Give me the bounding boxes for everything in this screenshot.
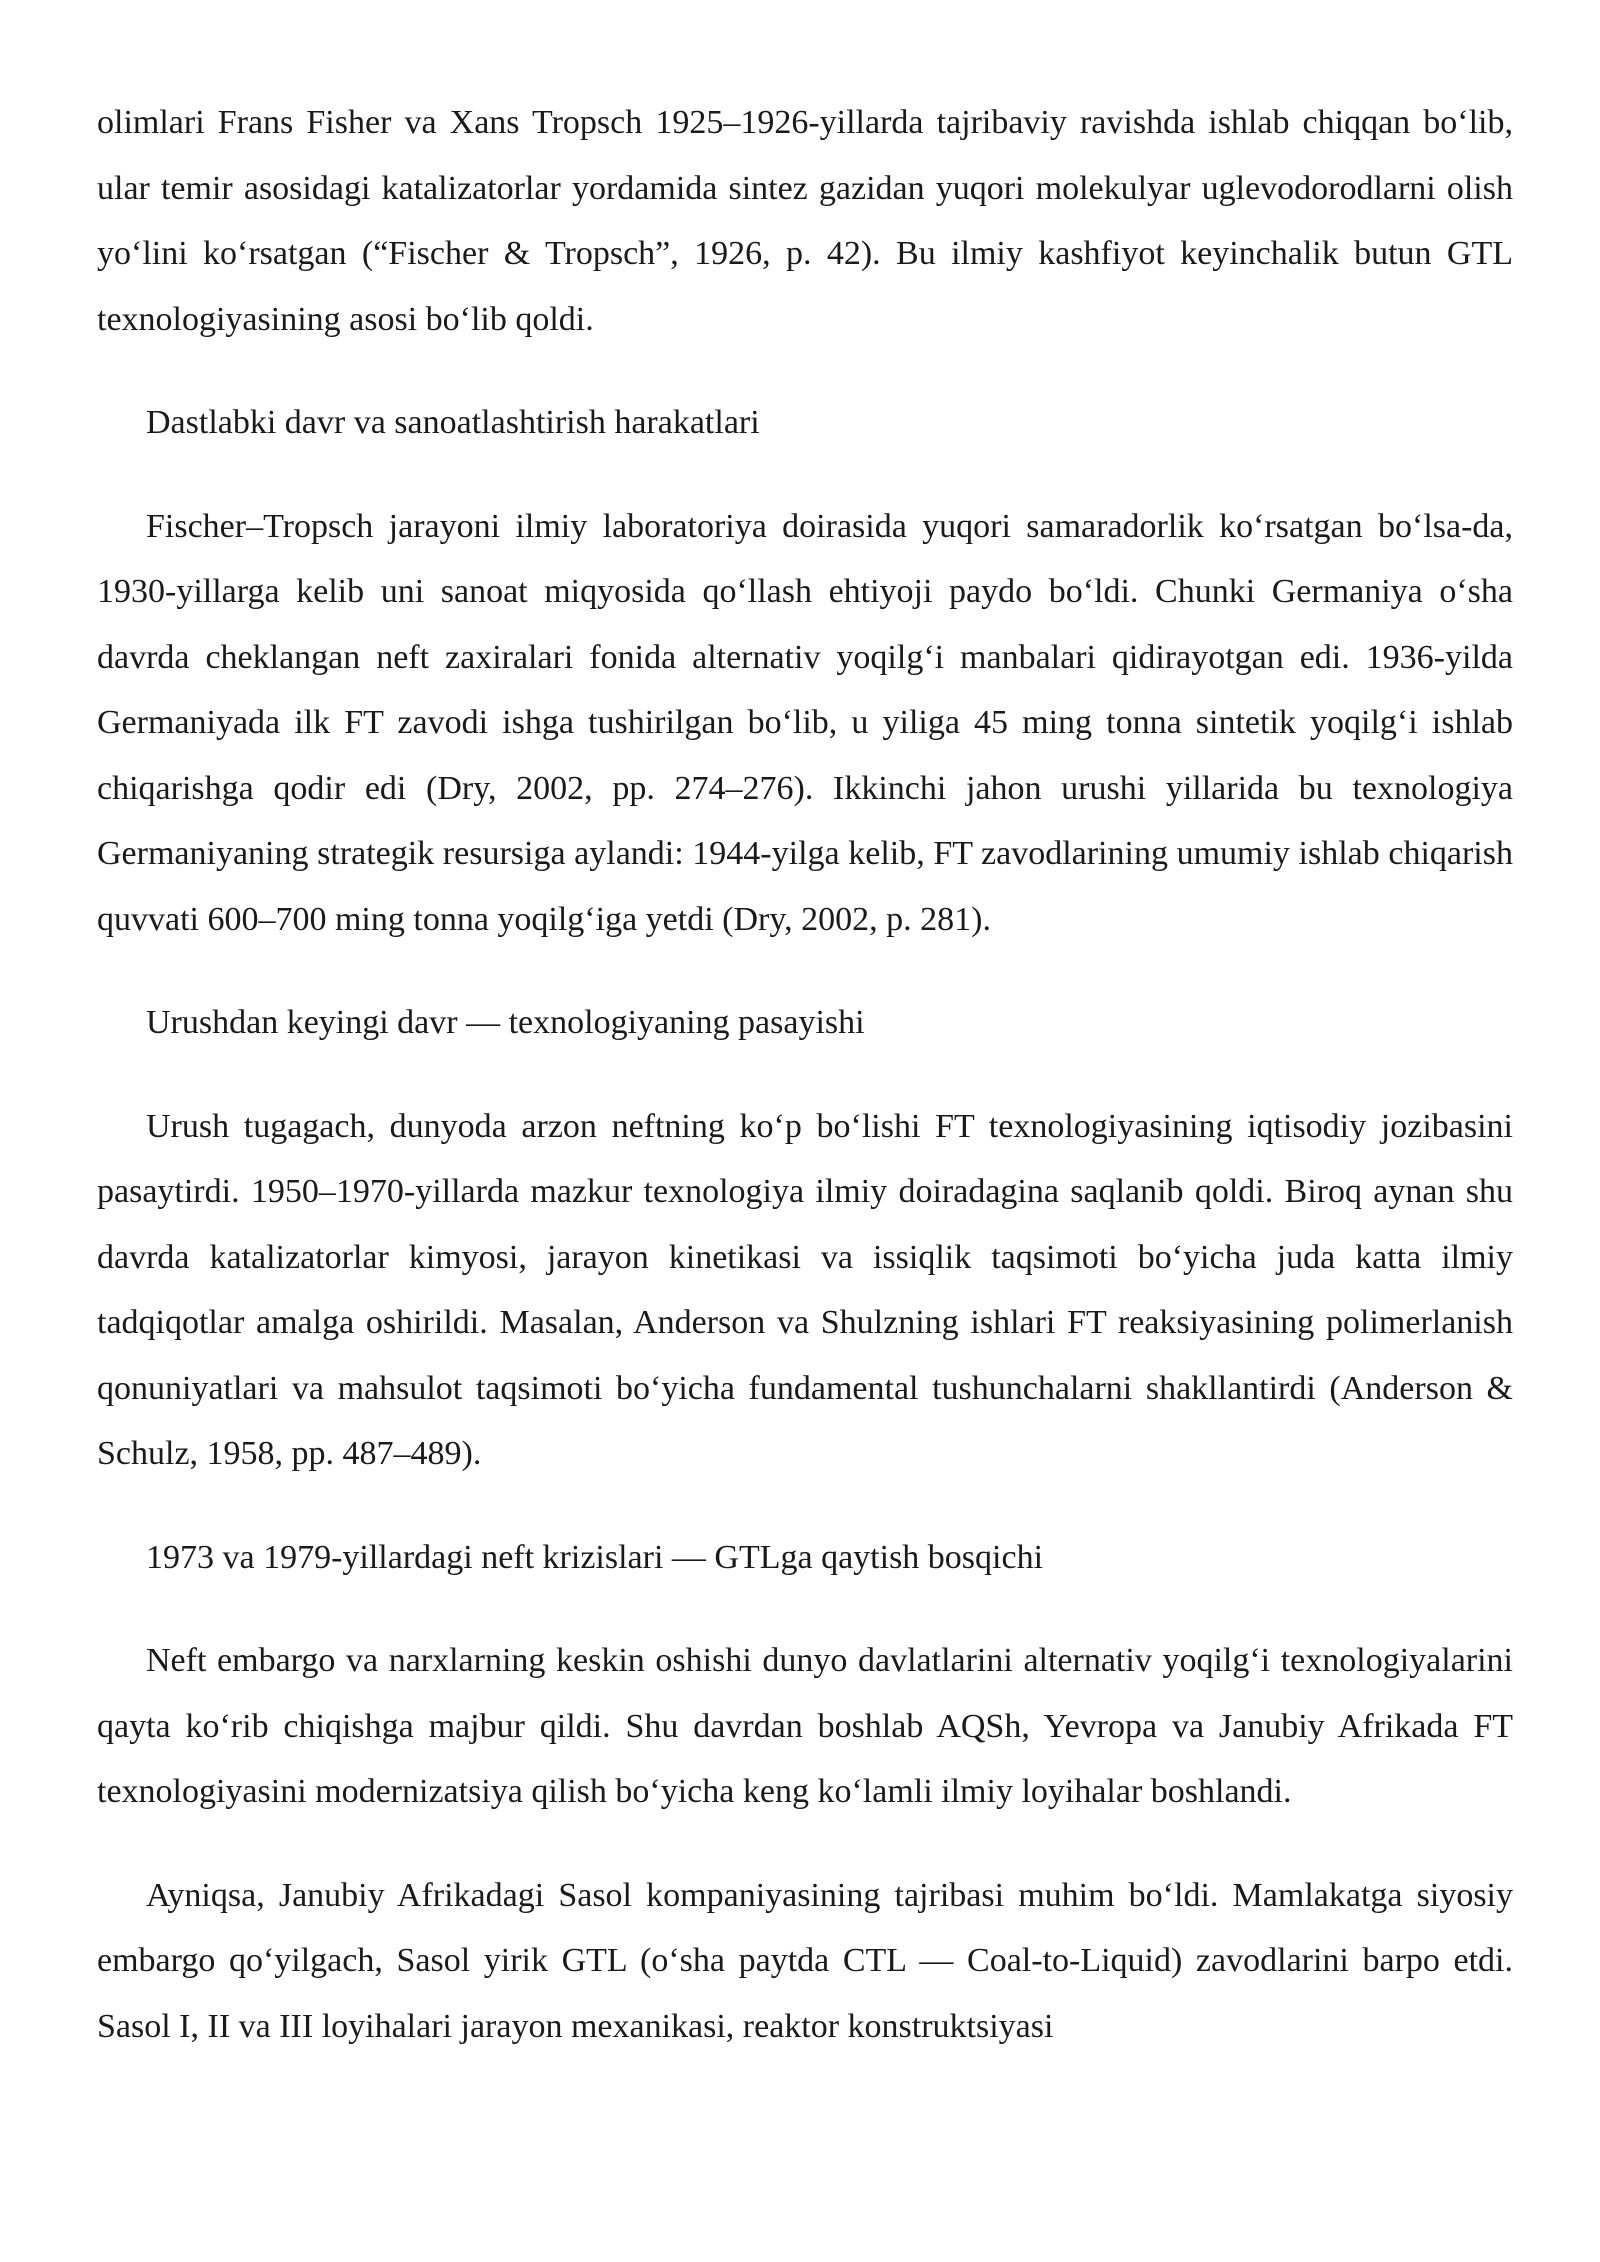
paragraph: Fischer–Tropsch jarayoni ilmiy laboratoriya doirasida yuqori samaradorlik ko‘rsatgan bo‘lsa-da, 1930-yillarga kelib uni sanoat miqyosida qo‘llash ehtiyoji paydo bo‘ldi. Chunki Germaniya o‘sha davrda cheklangan neft zaxiralari fonida alternativ yoqilg‘i manbalari qidirayotgan edi. 1936-yilda Germaniyada ilk FT zavodi ishga tushirilgan bo‘lib, u yiliga 45 ming tonna sintetik yoqilg‘i ishlab chiqarishga qodir edi (Dry, 2002, pp. 274–276). Ikkinchi jahon urushi yillarida bu texnologiya Germaniyaning strategik resursiga aylandi: 1944-yilga kelib, FT zavodlarining umumiy ishlab chiqarish quvvati 600–700 ming tonna yoqilg‘iga yetdi (Dry, 2002, p. 281). <box>97 507 1513 938</box>
spacer <box>97 1056 1513 1094</box>
section-heading: 1973 va 1979-yillardagi neft krizislari — GTLga qaytish bosqichi <box>146 1538 1044 1576</box>
paragraph-continued: olimlari Frans Fisher va Xans Tropsch 1925–1926-yillarda tajribaviy ravishda ishlab chiqqan bo‘lib, ular temir asosidagi katalizatorlar yordamida sintez gazidan yuqori molekulyar uglevodorodlarni olish yo‘lini ko‘rsatgan (“Fischer & Tropsch”, 1926, p. 42). Bu ilmiy kashfiyot keyinchalik butun GTL texnologiyasining asosi bo‘lib qoldi. <box>97 104 1513 338</box>
spacer <box>97 1487 1513 1525</box>
section-heading: Urushdan keyingi davr — texnologiyaning pasayishi <box>146 1004 865 1041</box>
spacer <box>97 952 1513 990</box>
section-heading: Dastlabki davr va sanoatlashtirish harakatlari <box>146 404 760 441</box>
spacer <box>97 1590 1513 1628</box>
document-page <box>97 90 1513 2059</box>
paragraph: Neft embargo va narxlarning keskin oshishi dunyo davlatlarini alternativ yoqilg‘i texnologiyalarini qayta ko‘rib chiqishga majbur qildi. Shu davrdan boshlab AQSh, Yevropa va Janubiy Afrikada FT texnologiyasini modernizatsiya qilish bo‘yicha keng ko‘lamli ilmiy loyihalar boshlandi. <box>97 1642 1513 1810</box>
spacer <box>97 456 1513 494</box>
paragraph: Ayniqsa, Janubiy Afrikadagi Sasol kompaniyasining tajribasi muhim bo‘ldi. Mamlakatga siyosiy embargo qo‘yilgach, Sasol yirik GTL (o‘sha paytda CTL — Coal-to-Liquid) zavodlarini barpo etdi. Sasol I, II va III loyihalari jarayon mexanikasi, reaktor konstruktsiyasi <box>97 1876 1513 2045</box>
spacer <box>97 1825 1513 1863</box>
spacer <box>97 352 1513 390</box>
paragraph: Urush tugagach, dunyoda arzon neftning ko‘p bo‘lishi FT texnologiyasining iqtisodiy jozibasini pasaytirdi. 1950–1970-yillarda mazkur texnologiya ilmiy doiradagina saqlanib qoldi. Biroq aynan shu davrda katalizatorlar kimyosi, jarayon kinetikasi va issiqlik taqsimoti bo‘yicha juda katta ilmiy tadqiqotlar amalga oshirildi. Masalan, Anderson va Shulzning ishlari FT reaksiyasining polimerlanish qonuniyatlari va mahsulot taqsimoti bo‘yicha fundamental tushunchalarni shakllantirdi (Anderson & Schulz, 1958, pp. 487–489). <box>97 1107 1513 1472</box>
